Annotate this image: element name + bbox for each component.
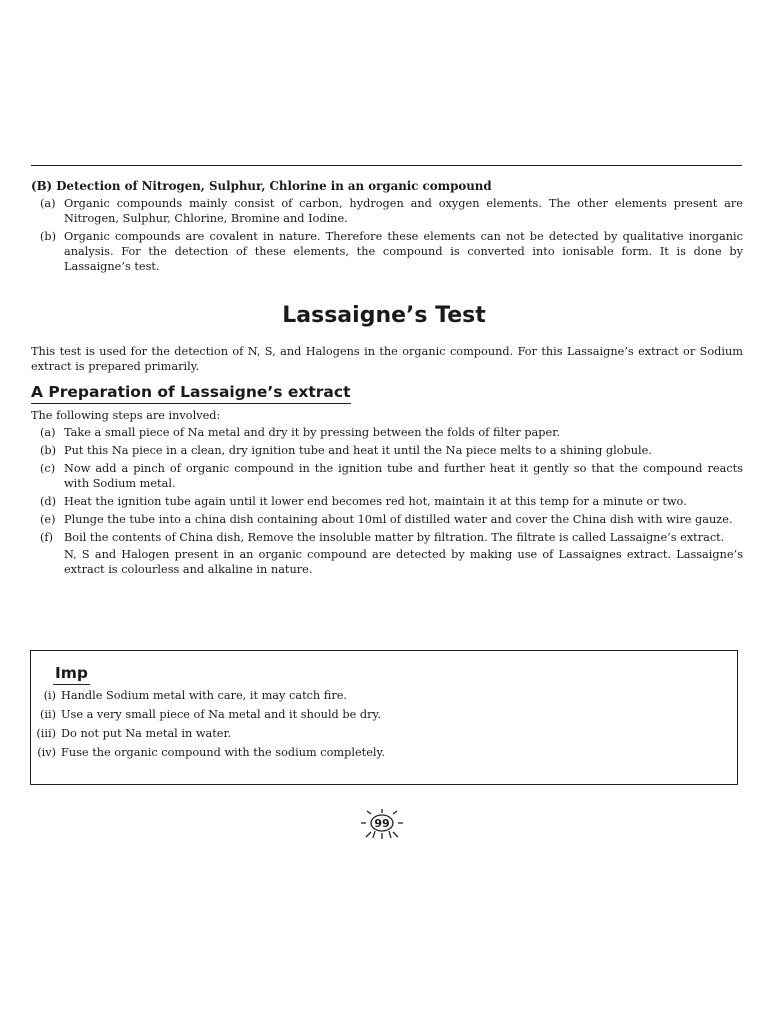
step-label: (a) (40, 426, 56, 439)
important-item (31, 745, 721, 760)
step-label: (b) (40, 444, 57, 457)
step-item (31, 461, 743, 491)
top-rule (31, 165, 742, 166)
item-label: (a) (40, 197, 56, 210)
important-text: Do not put Na metal in water. (61, 727, 232, 740)
extract-note: N, S and Halogen present in an organic compound are detected by making use of Lassaignes extract. Lassaigne’s extract is colourless and alkaline in nature. (64, 548, 743, 576)
step-item (31, 494, 743, 509)
section-b (31, 179, 743, 277)
step-label: (e) (40, 513, 56, 526)
important-item (31, 688, 721, 703)
item-text: Organic compounds mainly consist of carbon, hydrogen and oxygen elements. The other elements present are Nitrogen, Sulphur, Chlorine, Bromine and Iodine. (64, 197, 743, 225)
item-text: Organic compounds are covalent in nature. Therefore these elements can not be detected by qualitative inorganic analysis. For the detection of these elements, the compound is converted into ionisable form. It is done by Lassaigne’s test. (64, 230, 743, 273)
important-item (31, 726, 721, 741)
section-b-item (31, 196, 743, 226)
step-text: Heat the ignition tube again until it lower end becomes red hot, maintain it at this temp for a minute or two. (64, 495, 687, 508)
steps-lead: The following steps are involved: (31, 409, 221, 422)
important-item (31, 707, 721, 722)
page-number-badge (359, 808, 405, 842)
important-label: (iv) (37, 746, 56, 759)
step-item (31, 530, 743, 545)
step-text: Plunge the tube into a china dish containing about 10ml of distilled water and cover the China dish with wire gauze. (64, 513, 733, 526)
important-text: Fuse the organic compound with the sodium completely. (61, 746, 385, 759)
step-item (31, 443, 743, 458)
step-label: (d) (40, 495, 57, 508)
step-item (31, 512, 743, 527)
step-text: Boil the contents of China dish, Remove the insoluble matter by filtration. The filtrate is called Lassaigne’s extract. (64, 531, 725, 544)
section-heading: A Preparation of Lassaigne’s extract (31, 382, 351, 404)
important-text: Handle Sodium metal with care, it may catch fire. (61, 689, 348, 702)
step-text: Put this Na piece in a clean, dry ignition tube and heat it until the Na piece melts to a shining globule. (64, 444, 652, 457)
important-label: (i) (43, 689, 56, 702)
important-text: Use a very small piece of Na metal and it should be dry. (61, 708, 381, 721)
section-b-item (31, 229, 743, 274)
page-number: 99 (374, 817, 390, 830)
important-box (30, 650, 738, 785)
step-text: Now add a pinch of organic compound in the ignition tube and further heat it gently so that the compound reacts with Sodium metal. (64, 462, 743, 490)
step-label: (c) (40, 462, 56, 475)
intro-paragraph: This test is used for the detection of N, S, and Halogens in the organic compound. For this Lassaigne’s extract or Sodium extract is prepared primarily. (31, 345, 743, 373)
step-text: Take a small piece of Na metal and dry it by pressing between the folds of filter paper. (64, 426, 560, 439)
important-list (31, 688, 721, 764)
page-title: Lassaigne’s Test (282, 303, 486, 328)
item-label: (b) (40, 230, 57, 243)
important-label: (iii) (36, 727, 56, 740)
important-title: Imp (53, 663, 90, 685)
section-b-title: (B) Detection of Nitrogen, Sulphur, Chlorine in an organic compound (31, 179, 492, 193)
important-label: (ii) (39, 708, 56, 721)
step-label: (f) (40, 531, 53, 544)
step-item (31, 425, 743, 440)
preparation-steps (31, 408, 743, 577)
